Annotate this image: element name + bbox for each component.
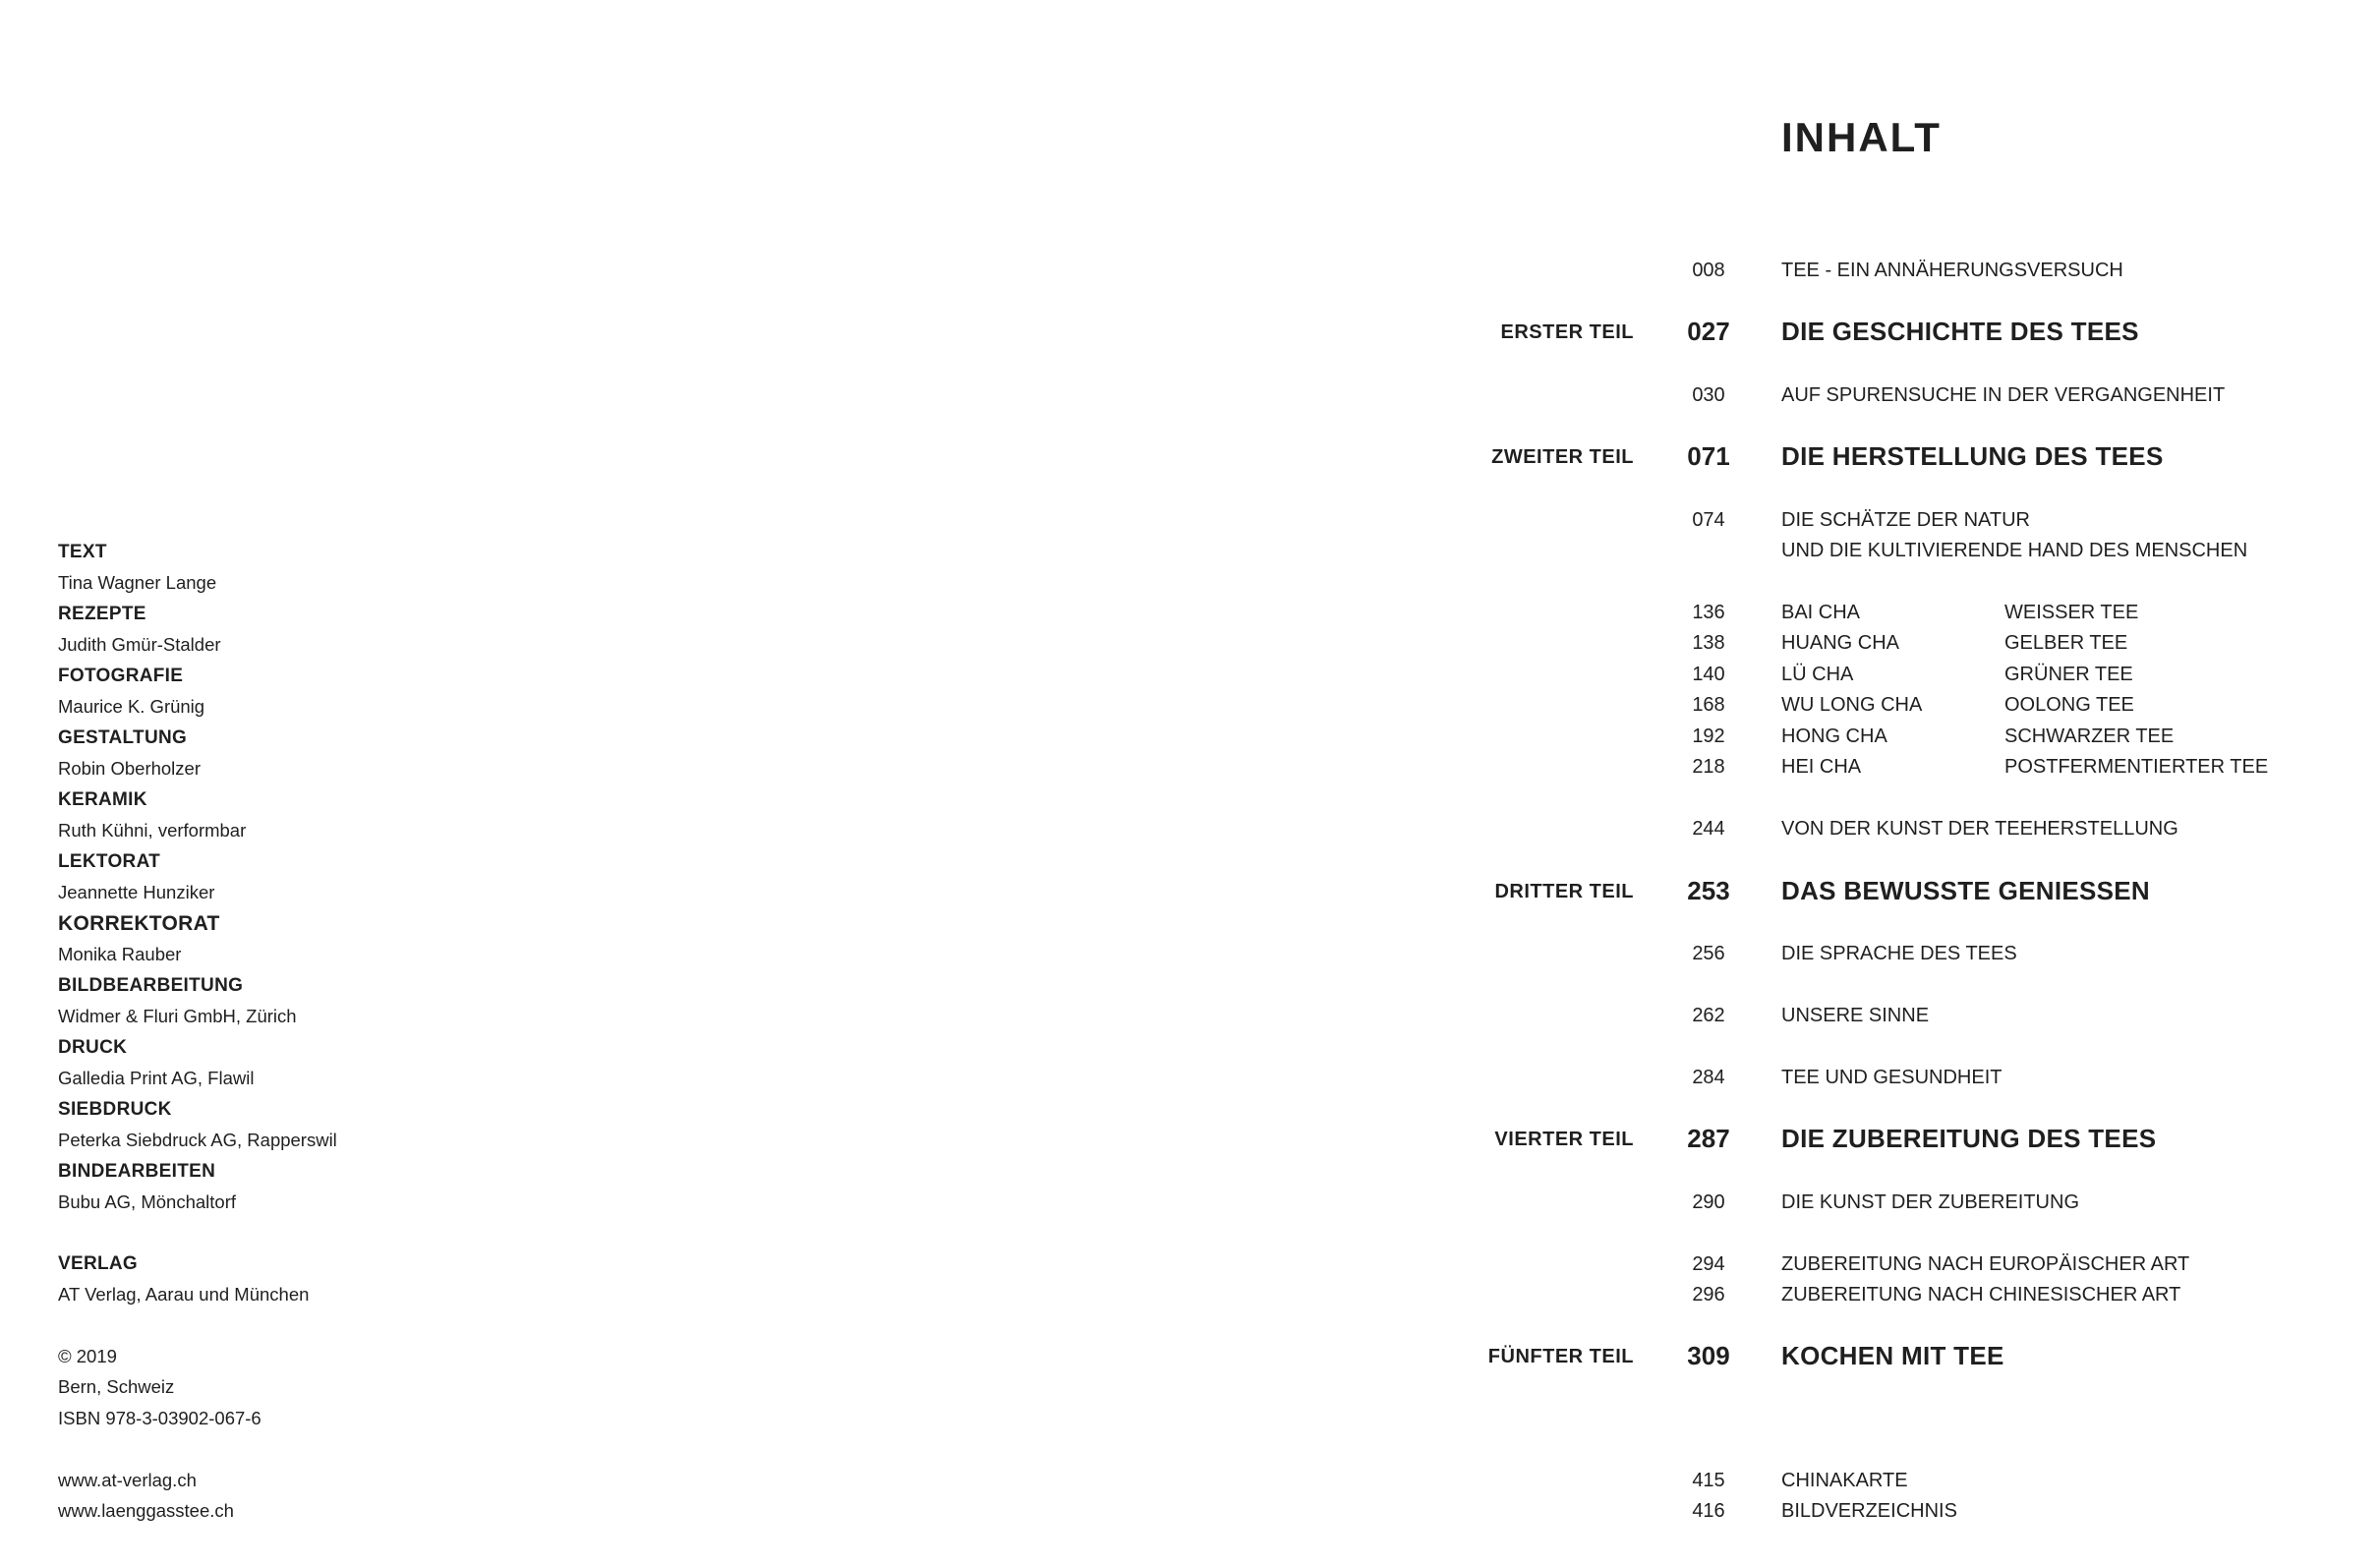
toc-page-number: 218: [1692, 756, 1725, 778]
isbn: ISBN 978-3-03902-067-6: [58, 1408, 261, 1428]
toc-entry-title: VON DER KUNST DER TEEHERSTELLUNG: [1781, 818, 2178, 840]
toc-page-number: 030: [1692, 384, 1725, 406]
toc-entry-title: TEE UND GESUNDHEIT: [1781, 1067, 2003, 1088]
toc-part-label: ZWEITER TEIL: [1491, 446, 1634, 468]
toc-part-title: DIE GESCHICHTE DES TEES: [1781, 317, 2139, 346]
toc-part-label: DRITTER TEIL: [1494, 881, 1634, 902]
toc-title: INHALT: [1781, 114, 1942, 160]
toc-part-label: ERSTER TEIL: [1500, 321, 1634, 343]
credit-value-text: Tina Wagner Lange: [58, 572, 217, 593]
toc-entry-subtitle: POSTFERMENTIERTER TEE: [2004, 756, 2269, 778]
credit-label-bindearbeiten: BINDEARBEITEN: [58, 1161, 216, 1182]
toc-page-number: 296: [1692, 1284, 1725, 1306]
credit-value-keramik: Ruth Kühni, verformbar: [58, 820, 247, 841]
toc-part-title: DAS BEWUSSTE GENIESSEN: [1781, 876, 2150, 905]
toc-entry-title: BILDVERZEICHNIS: [1781, 1500, 1957, 1522]
toc-entry-title: AUF SPURENSUCHE IN DER VERGANGENHEIT: [1781, 384, 2226, 406]
toc-page-number: 140: [1692, 664, 1725, 685]
credit-value-fotografie: Maurice K. Grünig: [58, 696, 205, 717]
toc-entry-subtitle: GRÜNER TEE: [2004, 664, 2133, 685]
toc-entry-subtitle: SCHWARZER TEE: [2004, 725, 2175, 747]
toc-page-number: 287: [1687, 1124, 1730, 1153]
toc-page-number: 262: [1692, 1005, 1725, 1026]
credit-label-druck: DRUCK: [58, 1037, 128, 1058]
toc-entry-subtitle: WEISSER TEE: [2004, 602, 2139, 623]
toc-entry-title: LÜ CHA: [1781, 664, 1854, 685]
toc-page-number: 416: [1692, 1500, 1725, 1522]
toc-entry-title: UNSERE SINNE: [1781, 1005, 1930, 1026]
credit-label-verlag: VERLAG: [58, 1253, 138, 1274]
toc-entry-subtitle: GELBER TEE: [2004, 632, 2128, 654]
credit-value-gestaltung: Robin Oberholzer: [58, 758, 201, 779]
credit-label-gestaltung: GESTALTUNG: [58, 727, 188, 748]
toc-entry-title: DIE SCHÄTZE DER NATUR: [1781, 509, 2030, 531]
toc-part-label: VIERTER TEIL: [1494, 1129, 1634, 1150]
toc-page-number: 294: [1692, 1253, 1725, 1275]
credit-value-siebdruck: Peterka Siebdruck AG, Rapperswil: [58, 1130, 337, 1150]
place: Bern, Schweiz: [58, 1376, 175, 1397]
toc-page-number: 284: [1692, 1067, 1725, 1088]
credit-value-verlag: AT Verlag, Aarau und München: [58, 1284, 310, 1305]
toc-page-number: 071: [1687, 441, 1730, 471]
credit-value-bildbearbeitung: Widmer & Fluri GmbH, Zürich: [58, 1006, 297, 1026]
toc-entry-title: ZUBEREITUNG NACH CHINESISCHER ART: [1781, 1284, 2181, 1306]
toc-part-title: KOCHEN MIT TEE: [1781, 1341, 2004, 1370]
toc-page-number: 027: [1687, 317, 1730, 346]
toc-page-number: 256: [1692, 943, 1725, 964]
toc-page-number: 244: [1692, 818, 1725, 840]
credit-label-korrektorat: KORREKTORAT: [58, 912, 220, 935]
toc-entry-title: DIE SPRACHE DES TEES: [1781, 943, 2017, 964]
toc-part-label: FÜNFTER TEIL: [1487, 1346, 1634, 1367]
credit-label-fotografie: FOTOGRAFIE: [58, 666, 184, 686]
toc-entry-title: WU LONG CHA: [1781, 694, 1923, 716]
credit-label-bildbearbeitung: BILDBEARBEITUNG: [58, 975, 244, 996]
toc-entry-title: DIE KUNST DER ZUBEREITUNG: [1781, 1191, 2079, 1213]
toc-entry-title: HONG CHA: [1781, 725, 1887, 747]
credit-value-korrektorat: Monika Rauber: [58, 944, 182, 964]
toc-page-number: 192: [1692, 725, 1725, 747]
credit-label-keramik: KERAMIK: [58, 789, 147, 810]
credit-value-druck: Galledia Print AG, Flawil: [58, 1068, 255, 1088]
credit-value-rezepte: Judith Gmür-Stalder: [58, 634, 221, 655]
credit-label-rezepte: REZEPTE: [58, 604, 146, 624]
tea-shop-url-link[interactable]: www.laenggasstee.ch: [58, 1500, 234, 1521]
toc-page-number: 074: [1692, 509, 1725, 531]
credit-label-siebdruck: SIEBDRUCK: [58, 1099, 172, 1120]
copyright: © 2019: [58, 1346, 117, 1366]
toc-page-number: 290: [1692, 1191, 1725, 1213]
toc-entry-title: TEE - EIN ANNÄHERUNGSVERSUCH: [1781, 260, 2123, 281]
toc-page-number: 415: [1692, 1470, 1725, 1491]
credit-label-text: TEXT: [58, 542, 107, 562]
toc-page-number: 253: [1687, 876, 1730, 905]
publisher-url-link[interactable]: www.at-verlag.ch: [58, 1470, 197, 1490]
toc-entry-subtitle: OOLONG TEE: [2004, 694, 2134, 716]
toc-part-title: DIE ZUBEREITUNG DES TEES: [1781, 1124, 2157, 1153]
credit-value-lektorat: Jeannette Hunziker: [58, 882, 215, 902]
toc-entry-title: BAI CHA: [1781, 602, 1861, 623]
toc-entry-title: ZUBEREITUNG NACH EUROPÄISCHER ART: [1781, 1253, 2190, 1275]
toc-page-number: 138: [1692, 632, 1725, 654]
toc-page-number: 008: [1692, 260, 1725, 281]
credit-value-bindearbeiten: Bubu AG, Mönchaltorf: [58, 1191, 236, 1212]
credit-label-lektorat: LEKTORAT: [58, 851, 161, 872]
toc-page-number: 309: [1687, 1341, 1730, 1370]
toc-entry-title: HUANG CHA: [1781, 632, 1900, 654]
toc-page-number: 168: [1692, 694, 1725, 716]
toc-entry-title: HEI CHA: [1781, 756, 1862, 778]
toc-entry-title: CHINAKARTE: [1781, 1470, 1908, 1491]
toc-page-number: 136: [1692, 602, 1725, 623]
toc-entry-title: UND DIE KULTIVIERENDE HAND DES MENSCHEN: [1781, 540, 2248, 561]
toc-part-title: DIE HERSTELLUNG DES TEES: [1781, 441, 2164, 471]
